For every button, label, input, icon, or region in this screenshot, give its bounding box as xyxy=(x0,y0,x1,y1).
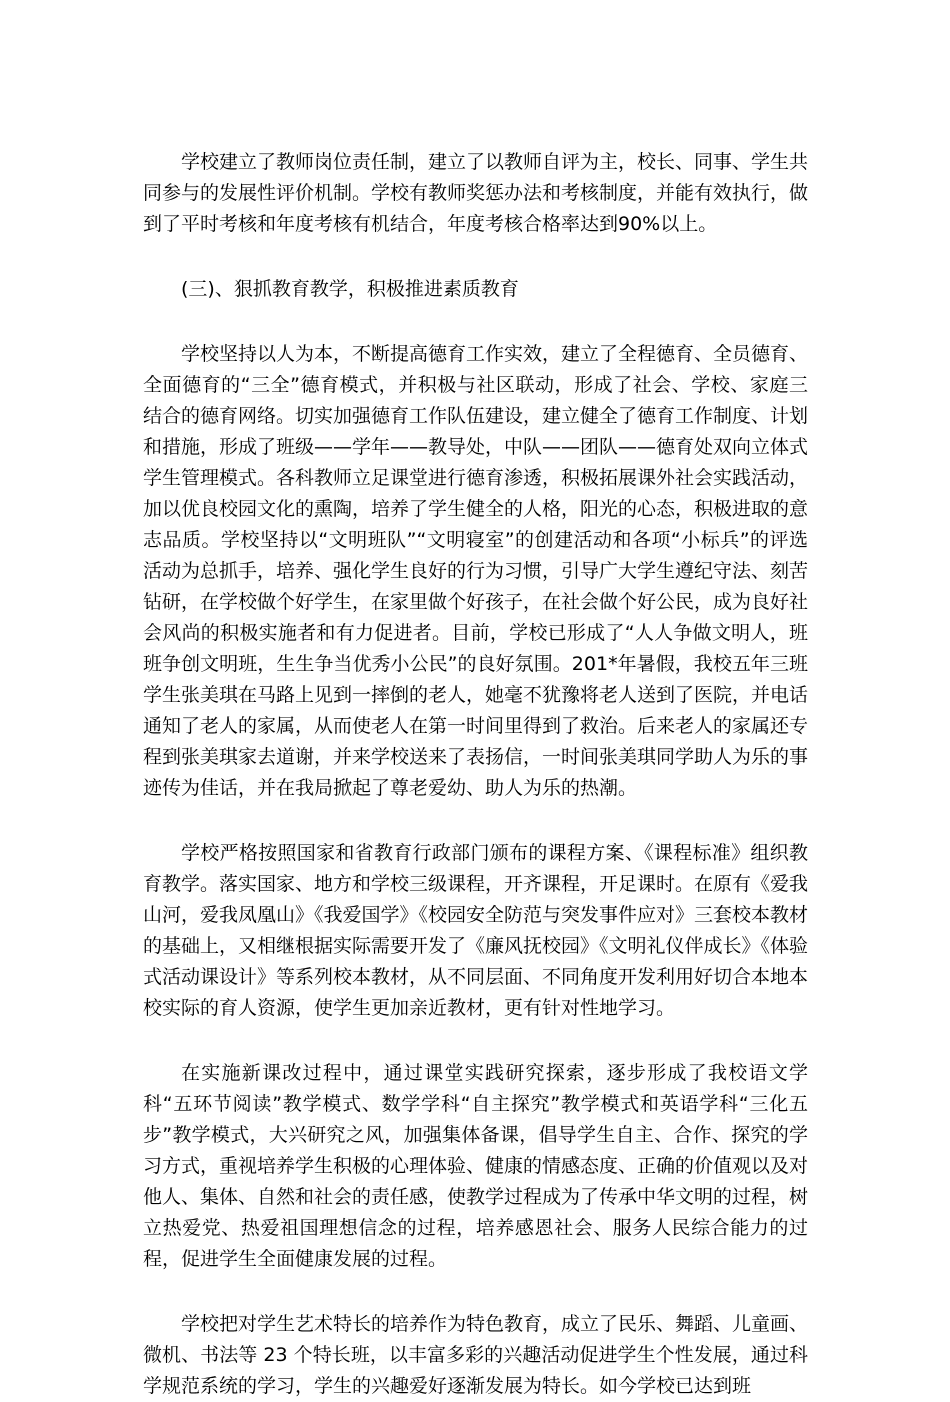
paragraph-art-specialty: 学校把对学生艺术特长的培养作为特色教育，成立了民乐、舞蹈、儿童画、微机、书法等 23 个特长班，以丰富多彩的兴趣活动促进学生个性发展，通过科学规范系统的学习，学生的兴趣爱好逐渐发展为特长。如今学校已达到班 xyxy=(143,1313,809,1397)
paragraph-teaching-reform: 在实施新课改过程中，通过课堂实践研究探索，逐步形成了我校语文学科“五环节阅读”教学模式、数学学科“自主探究”教学模式和英语学科“三化五步”教学模式，大兴研究之风，加强集体备课，倡导学生自主、合作、探究的学习方式，重视培养学生积极的心理体验、健康的情感态度、正确的价值观以及对他人、集体、自然和社会的责任感，使教学过程成为了传承中华文明的过程，树立热爱党、热爱祖国理想信念的过程，培养感恩社会、服务人民综合能力的过程，促进学生全面健康发展的过程。 xyxy=(143,1062,809,1270)
paragraph-moral-education: 学校坚持以人为本，不断提高德育工作实效，建立了全程德育、全员德育、全面德育的“三全”德育模式，并积极与社区联动，形成了社会、学校、家庭三结合的德育网络。切实加强德育工作队伍建设，建立健全了德育工作制度、计划和措施，形成了班级——学年——教导处，中队——团队——德育处双向立体式学生管理模式。各科教师立足课堂进行德育渗透，积极拓展课外社会实践活动，加以优良校园文化的熏陶，培养了学生健全的人格，阳光的心态，积极进取的意志品质。学校坚持以“文明班队”“文明寝室”的创建活动和各项“小标兵”的评选活动为总抓手，培养、强化学生良好的行为习惯，引导广大学生遵纪守法、刻苦钻研，在学校做个好学生，在家里做个好孩子，在社会做个好公民，成为良好社会风尚的积极实施者和有力促进者。目前，学校已形成了“人人争做文明人，班班争创文明班，生生争当优秀小公民”的良好氛围。201*年暑假，我校五年三班学生张美琪在马路上见到一摔倒的老人，她毫不犹豫将老人送到了医院，并电话通知了老人的家属，从而使老人在第一时间里得到了救治。后来老人的家属还专程到张美琪家去道谢，并来学校送来了表扬信，一时间张美琪同学助人为乐的事迹传为佳话，并在我局掀起了尊老爱幼、助人为乐的热潮。 xyxy=(143,343,809,799)
paragraph-teacher-evaluation: 学校建立了教师岗位责任制，建立了以教师自评为主，校长、同事、学生共同参与的发展性评价机制。学校有教师奖惩办法和考核制度，并能有效执行，做到了平时考核和年度考核有机结合，年度考核合格率达到90%以上。 xyxy=(143,151,809,235)
document-body xyxy=(143,147,808,1402)
section-heading: (三)、狠抓教育教学，积极推进素质教育 xyxy=(181,278,519,300)
paragraph-curriculum: 学校严格按照国家和省教育行政部门颁布的课程方案、《课程标准》组织教育教学。落实国家、地方和学校三级课程，开齐课程，开足课时。在原有《爱我山河，爱我凤凰山》《我爱国学》《校园安全防范与突发事件应对》三套校本教材的基础上，又相继根据实际需要开发了《廉风抚校园》《文明礼仪伴成长》《体验式活动课设计》等系列校本教材，从不同层面、不同角度开发利用好切合本地本校实际的育人资源，使学生更加亲近教材，更有针对性地学习。 xyxy=(143,842,809,1019)
